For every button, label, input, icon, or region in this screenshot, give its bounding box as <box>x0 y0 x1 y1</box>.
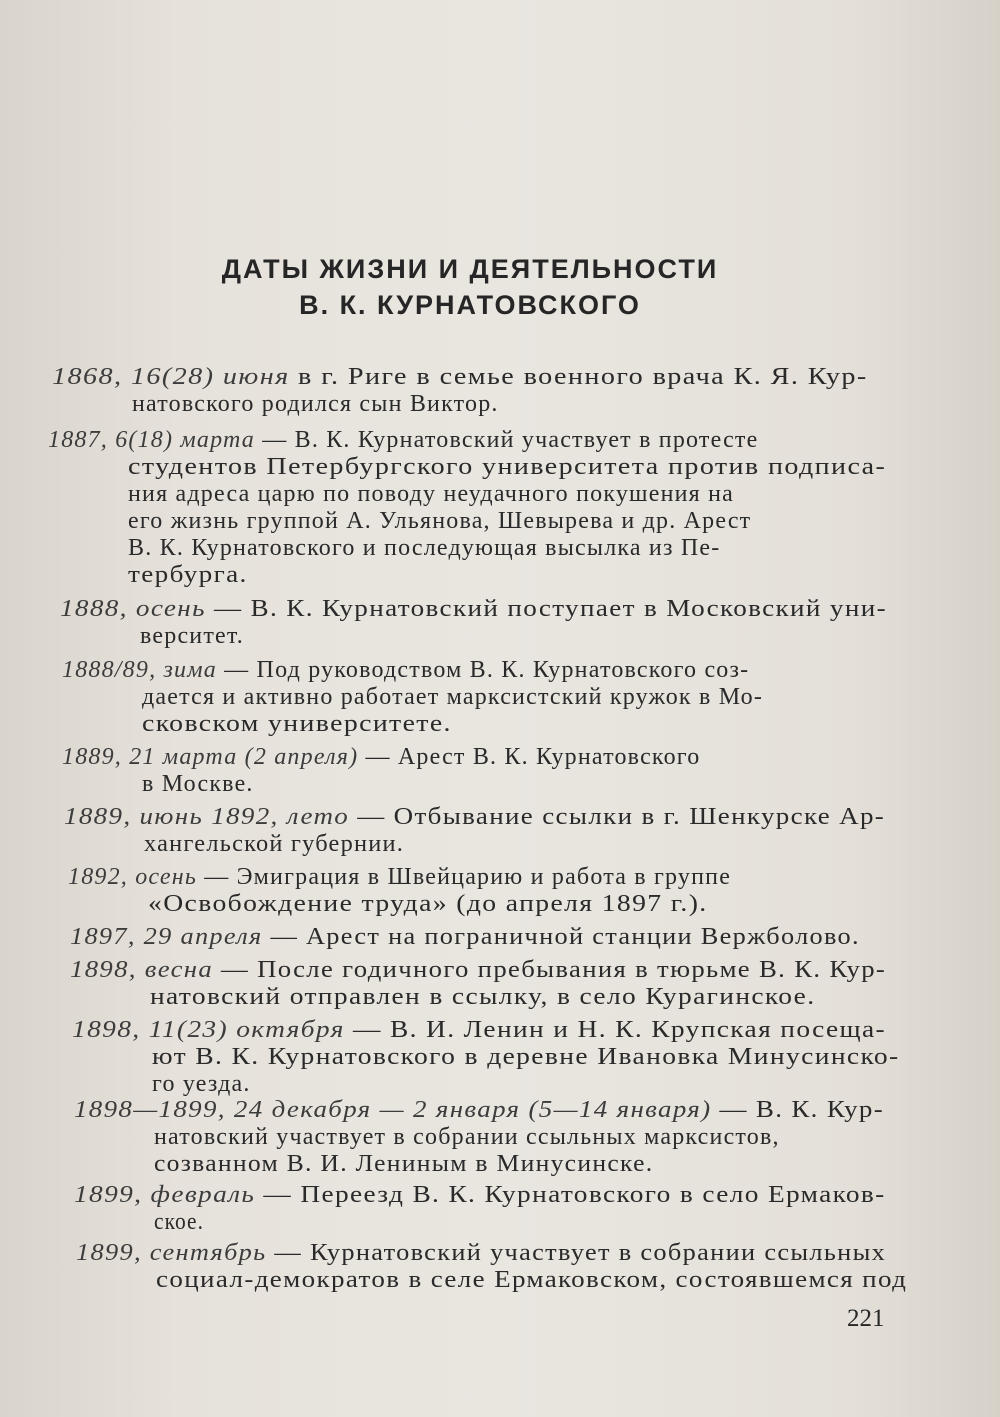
entry-continuation-line: го уезда. <box>152 1071 251 1097</box>
entry-continuation-line: ское. <box>154 1209 205 1235</box>
entry-continuation-line: в Москве. <box>142 771 254 797</box>
entry-text: — Под руководством В. К. Курнатовского соз- <box>216 657 750 683</box>
entry-continuation-line: созванном В. И. Лениным в Минусинске. <box>154 1151 654 1177</box>
entry-continuation-line: сковском университете. <box>142 711 452 737</box>
entry-continuation-line: натовский отправлен в ссылку, в село Курагинское. <box>150 984 816 1010</box>
page-title-line-2: В. К. КУРНАТОВСКОГО <box>299 290 641 320</box>
entry-continuation-line: тербурга. <box>128 562 248 588</box>
entry-continuation-line: верситет. <box>140 623 244 649</box>
entry-text: — В. И. Ленин и Н. К. Крупская посеща- <box>344 1017 886 1043</box>
entry-date: 1899, сентябрь <box>76 1240 267 1266</box>
entry-first-line <box>64 805 885 829</box>
entry-text: — Арест В. К. Курнатовского <box>358 744 701 770</box>
entry-first-line <box>68 865 731 889</box>
entry-continuation-line: натовского родился сын Виктор. <box>132 391 499 417</box>
page-number: 221 <box>847 1305 885 1332</box>
entry-continuation-line: В. К. Курнатовского и последующая высылка из Пе- <box>128 535 721 561</box>
entry-first-line <box>74 1098 884 1122</box>
entry-date: 1897, 29 апреля <box>70 924 263 950</box>
entry-continuation-line: его жизнь группой А. Ульянова, Шевырева и др. Арест <box>128 508 752 534</box>
entry-text: — Курнатовский участвует в собрании ссыльных <box>266 1240 887 1266</box>
entry-first-line <box>62 745 700 769</box>
entry-first-line <box>48 428 758 452</box>
entry-text: — Переезд В. К. Курнатовского в село Ермаков- <box>255 1182 886 1208</box>
entry-first-line <box>70 958 886 982</box>
entry-date: 1898—1899, 24 декабря — 2 января (5—14 января) <box>74 1097 712 1123</box>
entry-continuation-line: дается и активно работает марксистский кружок в Мо- <box>142 684 764 710</box>
entry-continuation-line: ния адреса царю по поводу неудачного покушения на <box>128 481 735 507</box>
entry-text: — Арест на пограничной станции Вержболово. <box>262 924 860 950</box>
entry-text: в г. Риге в семье военного врача К. Я. Кур- <box>289 364 868 390</box>
entry-first-line <box>76 1241 886 1265</box>
entry-first-line <box>70 925 860 949</box>
entry-date: 1892, осень <box>68 864 198 890</box>
page-title-line-1: ДАТЫ ЖИЗНИ И ДЕЯТЕЛЬНОСТИ <box>221 254 719 284</box>
entry-continuation-line: социал-демократов в селе Ермаковском, состоявшемся под <box>156 1267 908 1293</box>
entry-first-line <box>72 1018 886 1042</box>
entry-date: 1889, июнь 1892, лето <box>64 804 350 830</box>
entry-text: — В. К. Курнатовский поступает в Московский уни- <box>205 596 887 622</box>
entry-first-line <box>60 597 887 621</box>
entry-date: 1887, 6(18) марта <box>48 427 256 453</box>
entry-text: — Отбывание ссылки в г. Шенкурске Ар- <box>349 804 886 830</box>
entry-continuation-line: натовский участвует в собрании ссыльных марксистов, <box>154 1124 780 1150</box>
entry-continuation-line: «Освобождение труда» (до апреля 1897 г.). <box>148 891 708 917</box>
entry-text: — Эмиграция в Швейцарию и работа в группе <box>197 864 732 890</box>
entry-date: 1898, 11(23) октября <box>72 1017 345 1043</box>
entry-continuation-line: хангельской губернии. <box>144 831 405 857</box>
entry-date: 1868, 16(28) июня <box>52 364 290 390</box>
entry-text: — В. К. Курнатовский участвует в протесте <box>255 427 759 453</box>
entry-date: 1899, февраль <box>74 1182 256 1208</box>
entry-date: 1888, осень <box>60 596 206 622</box>
entry-text: — В. К. Кур- <box>711 1097 885 1123</box>
entry-continuation-line: студентов Петербургского университета против подписа- <box>128 454 887 480</box>
entry-first-line <box>62 658 749 682</box>
entry-continuation-line: ют В. К. Курнатовского в деревне Ивановка Минусинско- <box>152 1044 900 1070</box>
entry-date: 1889, 21 марта (2 апреля) <box>62 744 359 770</box>
entry-first-line <box>74 1183 886 1207</box>
entry-first-line <box>52 365 868 389</box>
entry-date: 1888/89, зима <box>62 657 217 683</box>
entry-date: 1898, весна <box>70 957 214 983</box>
entry-text: — После годичного пребывания в тюрьме В. К. Кур- <box>213 957 887 983</box>
